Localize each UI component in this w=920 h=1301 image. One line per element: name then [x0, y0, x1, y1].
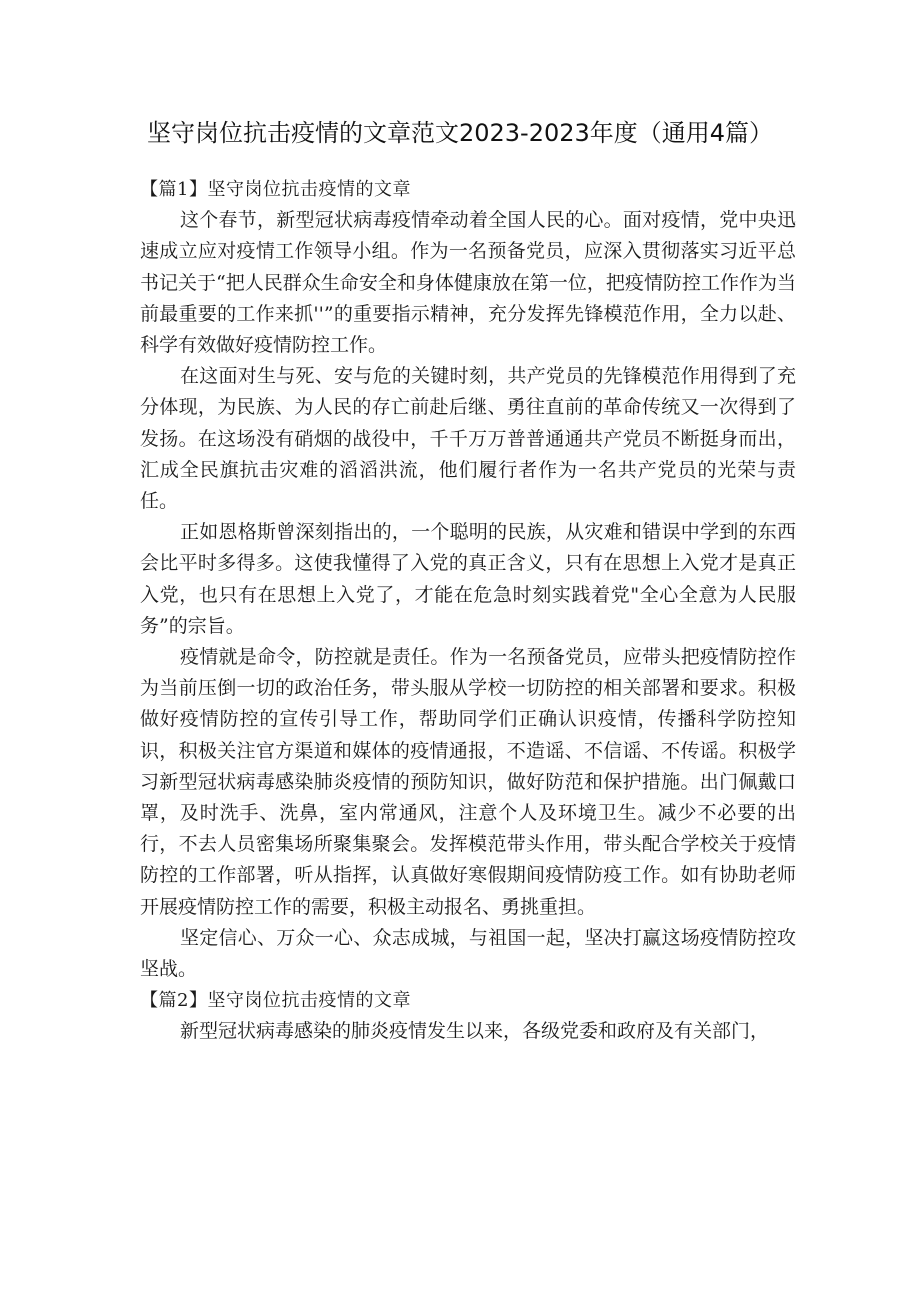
section-heading-2: 【篇2】坚守岗位抗击疫情的文章 — [140, 990, 411, 1012]
paragraph: 在这面对生与死、安与危的关键时刻，共产党员的先锋模范作用得到了充分体现，为民族、为人民的存亡前赴后继、勇往直前的革命传统又一次得到了发扬。在这场没有硝烟的战役中，千千万万普普通通共产党员不断挺身而出，汇成全民旗抗击灾难的滔滔洪流，他们履行者作为一名共产党员的光荣与责任。 — [140, 365, 796, 513]
paragraph: 正如恩格斯曾深刻指出的，一个聪明的民族，从灾难和错误中学到的东西会比平时多得多。这使我懂得了入党的真正含义，只有在思想上入党才是真正入党，也只有在思想上入党了，才能在危急时刻实践着党"全心全意为人民服务”的宗旨。 — [140, 521, 796, 637]
paragraph: 新型冠状病毒感染的肺炎疫情发生以来，各级党委和政府及有关部门， — [180, 1020, 770, 1043]
document-title: 坚守岗位抗击疫情的文章范文2023-2023年度（通用4篇） — [146, 119, 774, 147]
paragraph: 疫情就是命令，防控就是责任。作为一名预备党员，应带头把疫情防控作为当前压倒一切的政治任务，带头服从学校一切防控的相关部署和要求。积极做好疫情防控的宣传引导工作，帮助同学们正确认识疫情，传播科学防控知识，积极关注官方渠道和媒体的疫情通报，不造谣、不信谣、不传谣。积极学习新型冠状病毒感染肺炎疫情的预防知识，做好防范和保护措施。出门佩戴口罩，及时洗手、洗鼻，室内常通风，注意个人及环境卫生。减少不必要的出行，不去人员密集场所聚集聚会。发挥模范带头作用，带头配合学校关于疫情防控的工作部署，听从指挥，认真做好寒假期间疫情防疫工作。如有协助老师开展疫情防控工作的需要，积极主动报名、勇挑重担。 — [140, 646, 796, 918]
paragraph: 坚定信心、万众一心、众志成城，与祖国一起，坚决打赢这场疫情防控攻坚战。 — [140, 926, 796, 981]
document-body — [140, 174, 796, 1048]
section-heading-1: 【篇1】坚守岗位抗击疫情的文章 — [140, 179, 411, 200]
paragraph: 这个春节，新型冠状病毒疫情牵动着全国人民的心。面对疫情，党中央迅速成立应对疫情工作领导小组。作为一名预备党员，应深入贯彻落实习近平总书记关于“把人民群众生命安全和身体健康放在第一位，把疫情防控工作作为当前最重要的工作来抓''”的重要指示精神，充分发挥先锋模范作用，全力以赴、科学有效做好疫情防控工作。 — [140, 209, 796, 357]
